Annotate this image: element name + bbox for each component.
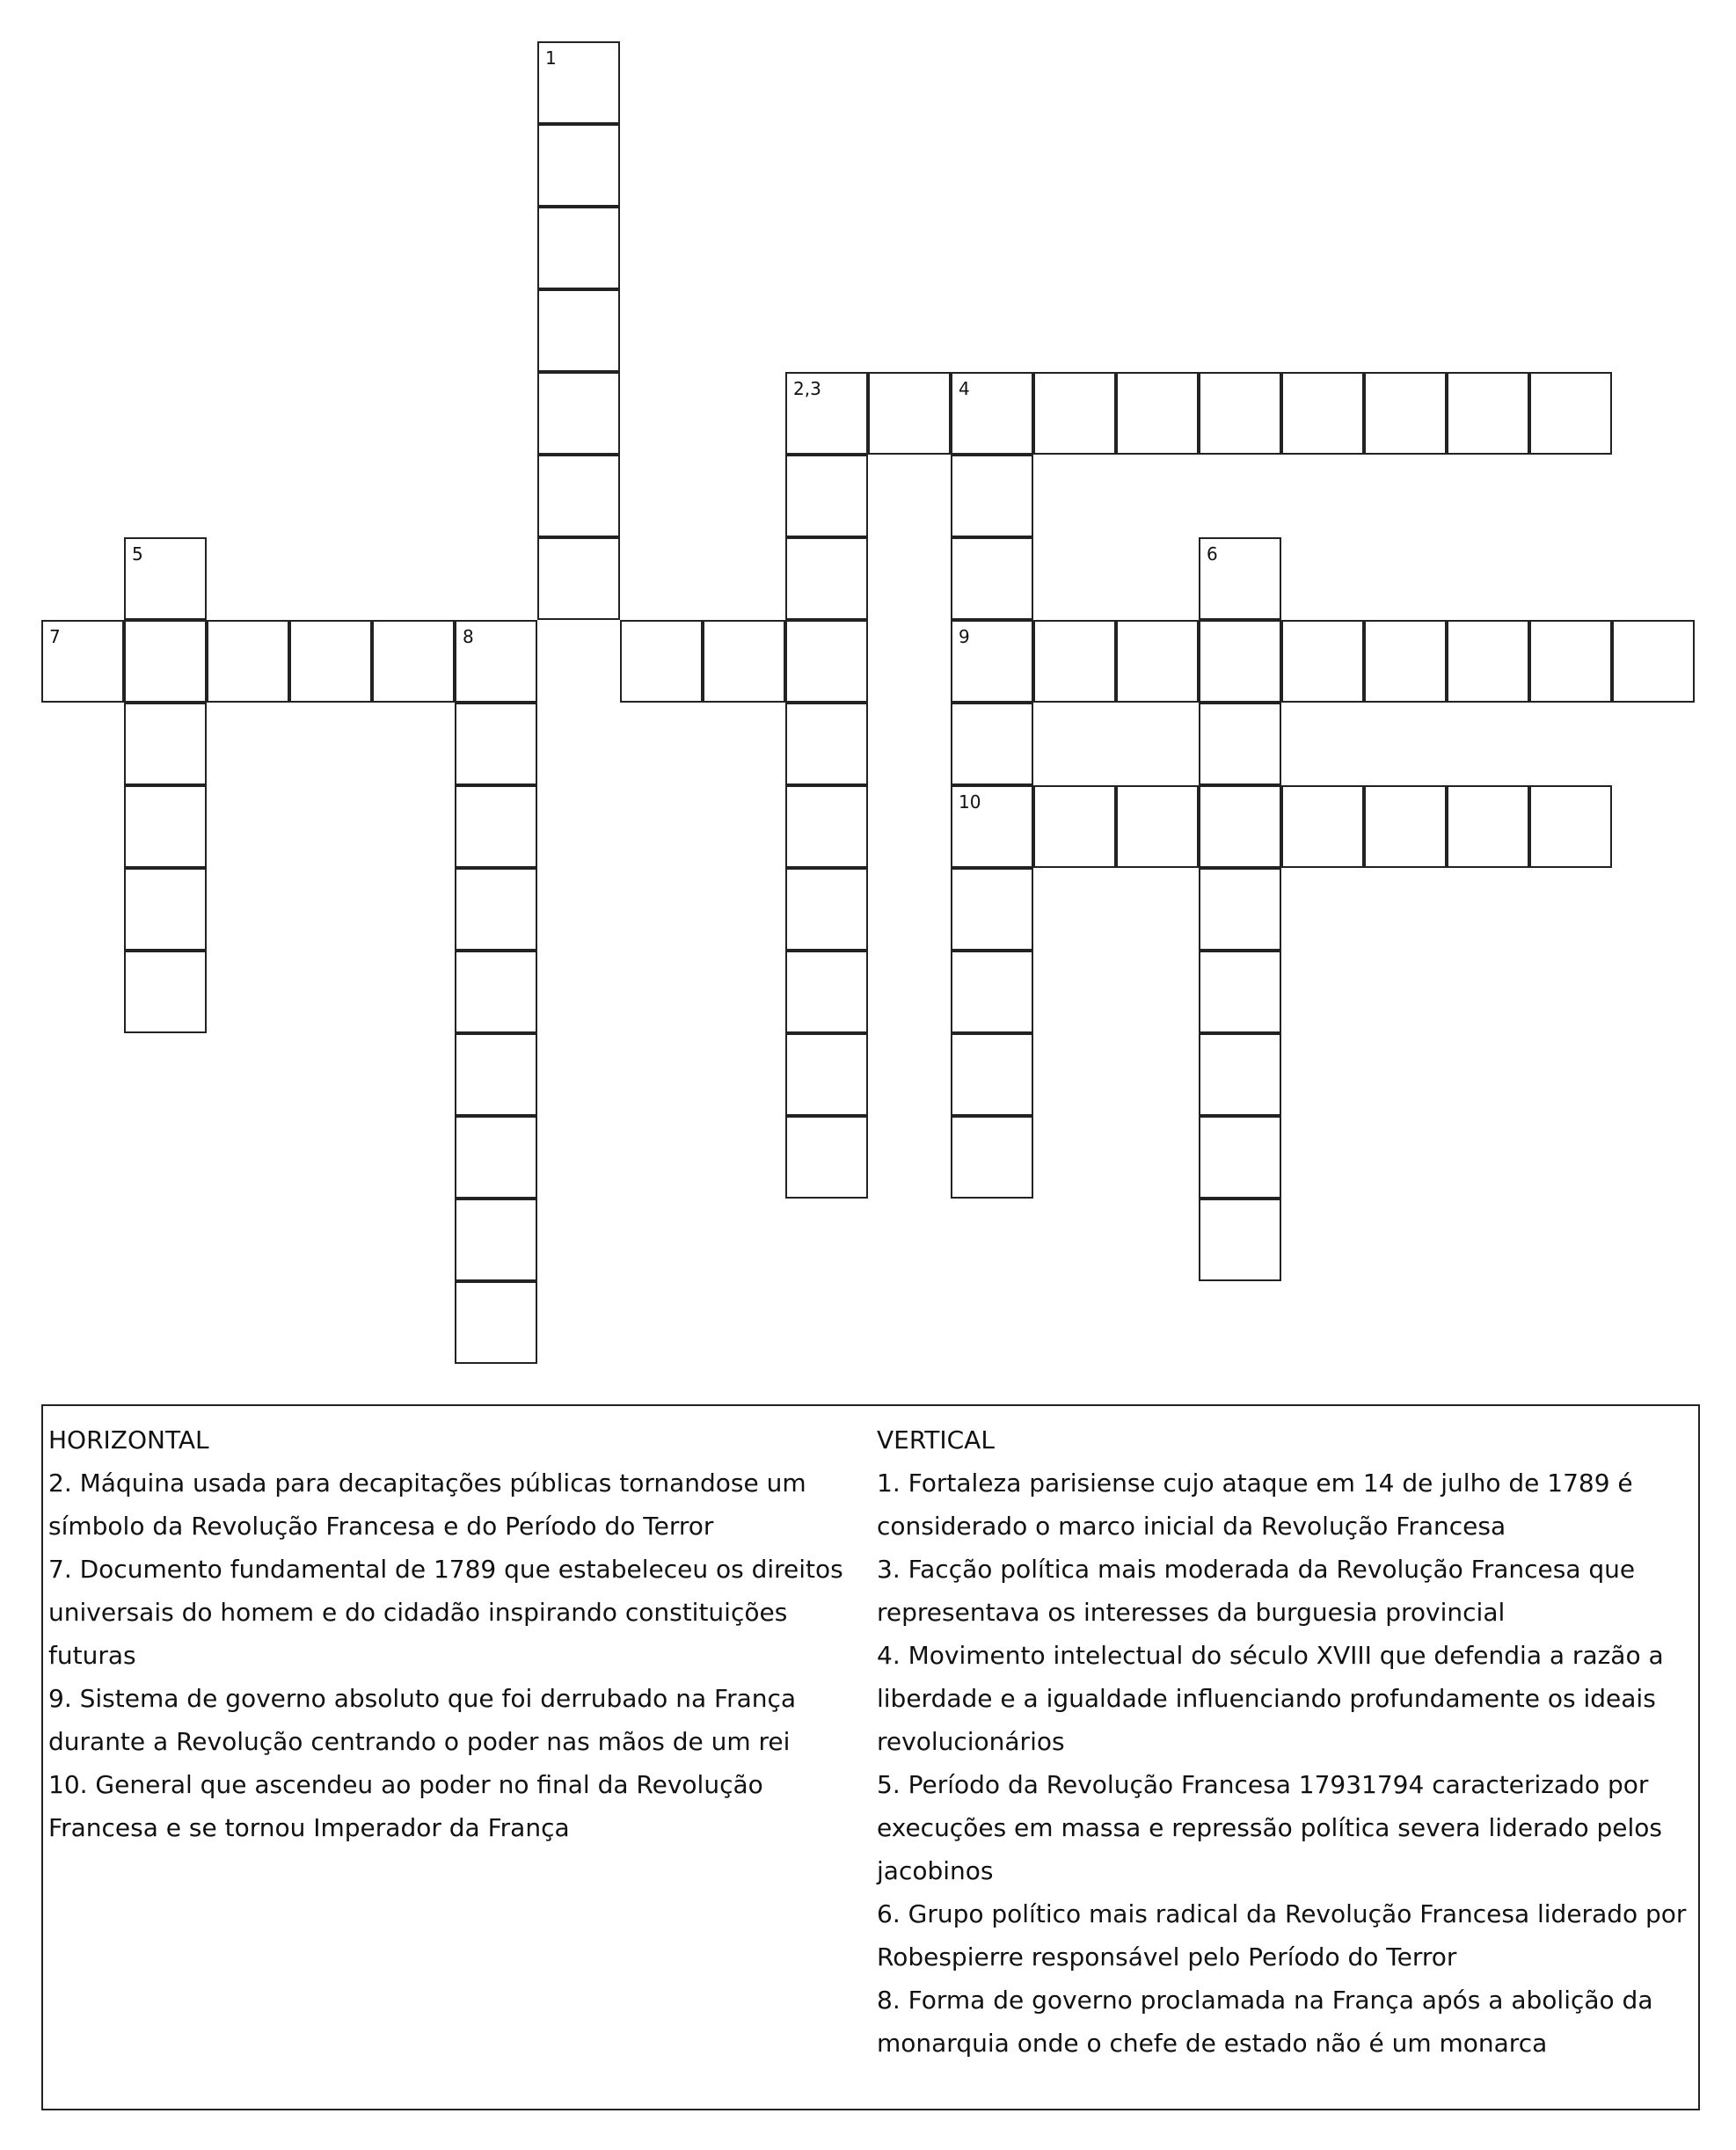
grid-cell[interactable] xyxy=(124,620,207,703)
grid-cell[interactable] xyxy=(537,124,620,207)
grid-cell[interactable] xyxy=(951,455,1033,537)
grid-cell[interactable] xyxy=(785,537,868,620)
clue-vertical-5: 5. Período da Revolução Francesa 17931794 caracterizado por execuções em massa e repressão política severa liderado pelos jacobinos xyxy=(877,1770,1663,1885)
grid-cell[interactable] xyxy=(289,620,372,703)
clues-panel xyxy=(41,1404,1700,2110)
grid-cell[interactable] xyxy=(1364,785,1447,868)
clue-number: 4 xyxy=(959,378,970,399)
grid-cell[interactable] xyxy=(951,1033,1033,1116)
grid-cell[interactable] xyxy=(1033,372,1116,455)
grid-cell[interactable] xyxy=(1529,620,1612,703)
grid-cell[interactable] xyxy=(951,372,1033,455)
clue-number: 8 xyxy=(463,626,474,647)
grid-cell[interactable] xyxy=(455,1281,537,1364)
grid-cell[interactable] xyxy=(455,785,537,868)
grid-cell[interactable] xyxy=(785,455,868,537)
grid-cell[interactable] xyxy=(41,620,124,703)
clue-vertical-4: 4. Movimento intelectual do século XVIII que defendia a razão a liberdade e a igualdade influenciando profundamente os ideais revolucionários xyxy=(877,1641,1664,1756)
grid-cell[interactable] xyxy=(1447,372,1529,455)
grid-cell[interactable] xyxy=(1199,1199,1281,1281)
clue-vertical-1: 1. Fortaleza parisiense cujo ataque em 14 de julho de 1789 é considerado o marco inicial da Revolução Francesa xyxy=(877,1469,1633,1541)
grid-cell[interactable] xyxy=(951,868,1033,951)
clue-number: 9 xyxy=(959,626,970,647)
clue-horizontal-2: 2. Máquina usada para decapitações públicas tornandose um símbolo da Revolução Francesa e do Período do Terror xyxy=(48,1469,806,1541)
vertical-heading: VERTICAL xyxy=(877,1425,995,1454)
grid-cell[interactable] xyxy=(124,868,207,951)
grid-cell[interactable] xyxy=(455,1199,537,1281)
grid-cell[interactable] xyxy=(951,1116,1033,1199)
grid-cell[interactable] xyxy=(703,620,785,703)
grid-cell[interactable] xyxy=(1116,372,1199,455)
grid-cell[interactable] xyxy=(1447,785,1529,868)
clue-vertical-6: 6. Grupo político mais radical da Revolução Francesa liderado por Robespierre responsável pelo Período do Terror xyxy=(877,1899,1687,1971)
grid-cell[interactable] xyxy=(372,620,455,703)
grid-cell[interactable] xyxy=(455,703,537,785)
grid-cell[interactable] xyxy=(1199,372,1281,455)
grid-cell[interactable] xyxy=(1033,620,1116,703)
clue-vertical-8: 8. Forma de governo proclamada na França após a abolição da monarquia onde o chefe de estado não é um monarca xyxy=(877,1986,1653,2058)
grid-cell[interactable] xyxy=(1116,785,1199,868)
grid-cell[interactable] xyxy=(537,41,620,124)
grid-cell[interactable] xyxy=(1364,372,1447,455)
grid-cell[interactable] xyxy=(124,951,207,1033)
clue-number: 2,3 xyxy=(793,378,821,399)
grid-cell[interactable] xyxy=(455,1116,537,1199)
grid-cell[interactable] xyxy=(537,289,620,372)
grid-cell[interactable] xyxy=(1199,1116,1281,1199)
grid-cell[interactable] xyxy=(1199,1033,1281,1116)
grid-cell[interactable] xyxy=(455,951,537,1033)
grid-cell[interactable] xyxy=(1281,785,1364,868)
grid-cell[interactable] xyxy=(1612,620,1695,703)
clue-horizontal-10: 10. General que ascendeu ao poder no final da Revolução Francesa e se tornou Imperador da França xyxy=(48,1770,763,1842)
clue-vertical-3: 3. Facção política mais moderada da Revolução Francesa que representava os interesses da burguesia provincial xyxy=(877,1555,1636,1627)
clue-horizontal-9: 9. Sistema de governo absoluto que foi derrubado na França durante a Revolução centrando o poder nas mãos de um rei xyxy=(48,1684,797,1756)
grid-cell[interactable] xyxy=(537,537,620,620)
grid-cell[interactable] xyxy=(868,372,951,455)
grid-cell[interactable] xyxy=(1364,620,1447,703)
horizontal-clues xyxy=(48,1418,871,1849)
grid-cell[interactable] xyxy=(1199,951,1281,1033)
grid-cell[interactable] xyxy=(951,703,1033,785)
grid-cell[interactable] xyxy=(785,868,868,951)
grid-cell[interactable] xyxy=(124,785,207,868)
horizontal-heading: HORIZONTAL xyxy=(48,1425,209,1454)
grid-cell[interactable] xyxy=(1033,785,1116,868)
grid-cell[interactable] xyxy=(1447,620,1529,703)
grid-cell[interactable] xyxy=(951,537,1033,620)
clue-number: 7 xyxy=(49,626,61,647)
grid-cell[interactable] xyxy=(1281,372,1364,455)
grid-cell[interactable] xyxy=(1199,868,1281,951)
clue-number: 6 xyxy=(1207,543,1218,565)
grid-cell[interactable] xyxy=(124,537,207,620)
grid-cell[interactable] xyxy=(1199,620,1281,703)
grid-cell[interactable] xyxy=(951,785,1033,868)
grid-cell[interactable] xyxy=(124,703,207,785)
grid-cell[interactable] xyxy=(785,951,868,1033)
grid-cell[interactable] xyxy=(455,620,537,703)
grid-cell[interactable] xyxy=(1116,620,1199,703)
vertical-clues xyxy=(877,1418,1690,2065)
grid-cell[interactable] xyxy=(537,372,620,455)
grid-cell[interactable] xyxy=(455,1033,537,1116)
grid-cell[interactable] xyxy=(537,455,620,537)
clue-number: 5 xyxy=(132,543,143,565)
grid-cell[interactable] xyxy=(785,372,868,455)
grid-cell[interactable] xyxy=(620,620,703,703)
grid-cell[interactable] xyxy=(1281,620,1364,703)
clue-horizontal-7: 7. Documento fundamental de 1789 que estabeleceu os direitos universais do homem e do cidadão inspirando constituições futuras xyxy=(48,1555,843,1670)
grid-cell[interactable] xyxy=(785,785,868,868)
grid-cell[interactable] xyxy=(785,703,868,785)
clue-number: 1 xyxy=(545,47,557,69)
grid-cell[interactable] xyxy=(1529,372,1612,455)
grid-cell[interactable] xyxy=(951,951,1033,1033)
grid-cell[interactable] xyxy=(1529,785,1612,868)
grid-cell[interactable] xyxy=(785,1033,868,1116)
grid-cell[interactable] xyxy=(1199,785,1281,868)
grid-cell[interactable] xyxy=(455,868,537,951)
grid-cell[interactable] xyxy=(1199,537,1281,620)
grid-cell[interactable] xyxy=(207,620,289,703)
grid-cell[interactable] xyxy=(951,620,1033,703)
grid-cell[interactable] xyxy=(537,207,620,289)
grid-cell[interactable] xyxy=(1199,703,1281,785)
clue-number: 10 xyxy=(959,791,981,813)
grid-cell[interactable] xyxy=(785,620,868,703)
grid-cell[interactable] xyxy=(785,1116,868,1199)
